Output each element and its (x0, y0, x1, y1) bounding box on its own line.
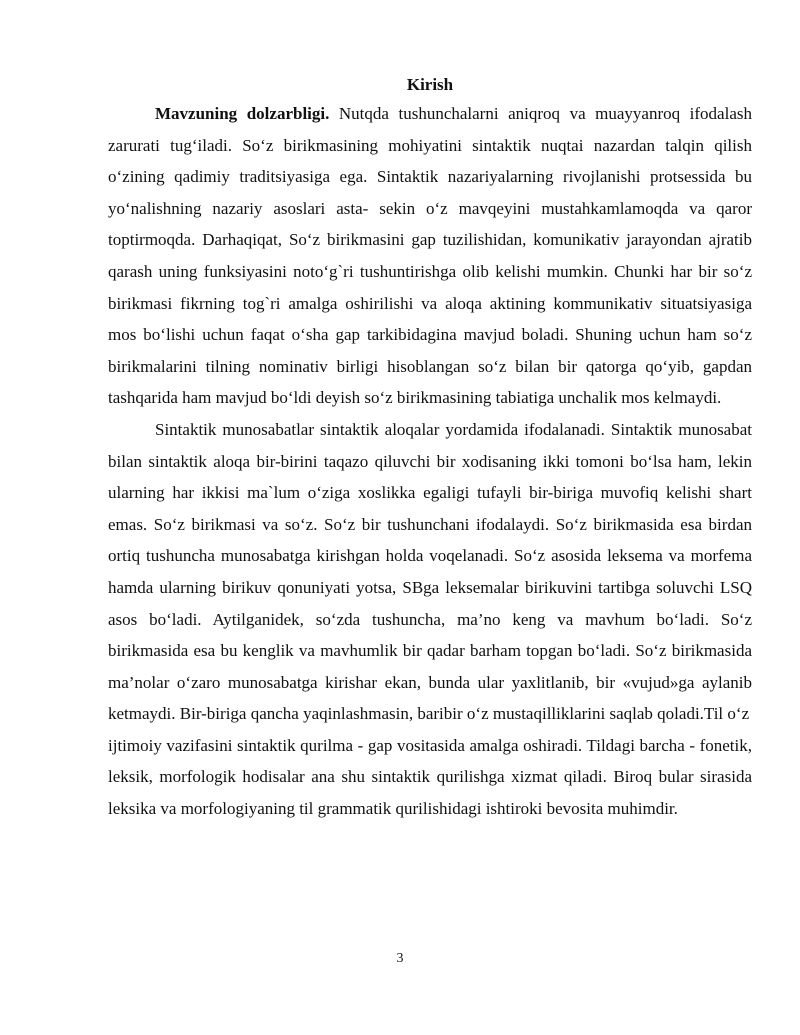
paragraph-syntactic-relations (108, 414, 752, 730)
paragraph-relevance (108, 98, 752, 414)
paragraph-continuation (108, 730, 752, 825)
paragraph-syntactic-relations-text: Sintaktik munosabatlar sintaktik aloqalar yordamida ifodalanadi. Sintaktik munosabat bilan sintaktik aloqa bir-birini taqazo qiluvchi bir xodisaning ikki tomoni bo‘lsa ham, lekin ularning har ikkisi ma`lum o‘ziga xoslikka egaligi tufayli bir-biriga muvofiq kelishi shart emas. So‘z birikmasi va so‘z. So‘z bir tushunchani ifodalaydi. So‘z birikmasida esa birdan ortiq tushuncha munosabatga kirishgan holda voqelanadi. So‘z asosida leksema va morfema hamda ularning birikuv qonuniyati yotsa, SBga leksemalar birikuvini tartibga soluvchi LSQ asos bo‘ladi. Aytilganidek, so‘zda tushuncha, ma’no keng va mavhum bo‘ladi. So‘z birikmasida esa bu kenglik va mavhumlik bir qadar barham topgan bo‘ladi. So‘z birikmasida ma’nolar o‘zaro munosabatga kirishar ekan, bunda ular yaxlitlanib, bir «vujud»ga aylanib ketmaydi. Bir-biriga qancha yaqinlashmasin, baribir o‘z mustaqilliklarini saqlab qoladi.Til o‘z (108, 419, 752, 724)
section-title: Kirish (406, 75, 454, 94)
page-number: 3 (396, 951, 404, 966)
paragraph-continuation-text: ijtimoiy vazifasini sintaktik qurilma - gap vositasida amalga oshiradi. Tildagi barcha - fonetik, leksik, morfologik hodisalar ana shu sintaktik qurilishga xizmat qiladi. Biroq bular sirasida leksika va morfologiyaning til grammatik qurilishidagi ishtiroki bevosita muhimdir. (108, 735, 752, 819)
paragraph-lead-heading: Mavzuning dolzarbligi. (155, 104, 330, 123)
document-page (108, 74, 752, 825)
paragraph-relevance-text: Nutqda tushunchalarni aniqroq va muayyanroq ifodalash zarurati tug‘iladi. So‘z birikmasining mohiyatini sintaktik nuqtai nazardan talqin qilish o‘zining qadimiy traditsiyasiga ega. Sintaktik nazariyalarning rivojlanishi protsessida bu yo‘nalishning nazariy asoslari asta- sekin o‘z mavqeyini mustahkamlamoqda va qaror toptirmoqda. Darhaqiqat, So‘z birikmasini gap tuzilishidan, komunikativ jarayondan ajratib qarash uning funksiyasini noto‘g`ri tushuntirishga olib kelishi mumkin. Chunki har bir so‘z birikmasi fikrning tog`ri amalga oshirilishi va aloqa aktining kommunikativ situatsiyasiga mos bo‘lishi uchun faqat o‘sha gap tarkibidagina mavjud boladi. Shuning uchun ham so‘z birikmalarini tilning nominativ birligi hisoblangan so‘z bilan bir qatorga qo‘yib, gapdan tashqarida ham mavjud bo‘ldi deyish so‘z birikmasining tabiatiga unchalik mos kelmaydi. (108, 104, 752, 408)
